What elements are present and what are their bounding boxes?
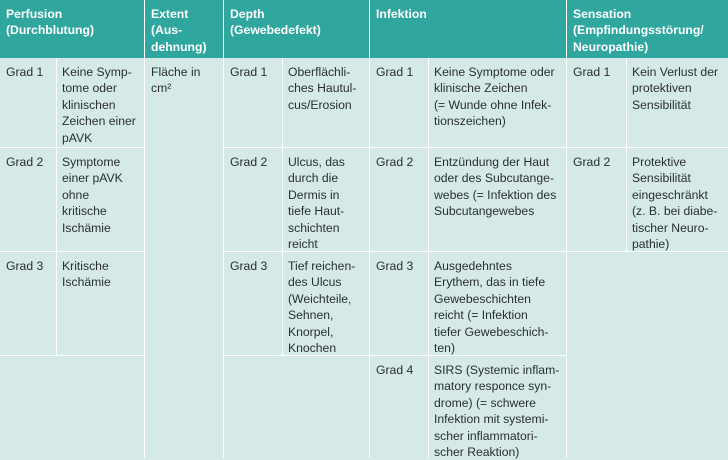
grid-line [144,58,145,458]
infektion-grade-1: Grad 1 [370,58,428,148]
grid-line [282,58,283,356]
perfusion-grade-3: Grad 3 [0,252,56,356]
header-perfusion: Perfusion (Durchblutung) [0,0,145,58]
infektion-grade-3: Grad 3 [370,252,428,356]
grid-line [56,58,57,356]
perfusion-text-3: Kritische Ischämie [56,252,145,356]
header-divider [223,0,224,58]
grid-line [224,147,369,148]
perfusion-text-2: Symptome einer pAVK ohne kritische Ischämie [56,148,145,252]
grid-line [566,58,567,458]
depth-text-3: Tief reichen- des Ulcus (Weichteile, Sehnen, Knorpel, Knochen [282,252,370,356]
grid-line [428,58,429,458]
grid-line [224,251,369,252]
header-extent: Extent (Aus- dehnung) [145,0,224,58]
grid-line [369,58,370,458]
grid-line [370,251,566,252]
extent-text: Fläche in cm² [145,58,224,458]
header-depth: Depth (Gewebedefekt) [224,0,370,58]
depth-text-1: Oberflächli- ches Hautul- cus/Erosion [282,58,370,148]
grid-line [0,147,144,148]
depth-grade-3: Grad 3 [224,252,282,356]
infektion-text-1: Keine Symptome oder klinische Zeichen (= Wunde ohne Infek- tionszeichen) [428,58,567,148]
grid-line [370,355,566,356]
grid-line [0,355,144,356]
header-divider [369,0,370,58]
grid-line [370,147,566,148]
depth-grade-2: Grad 2 [224,148,282,252]
depth-text-2: Ulcus, das durch die Dermis in tiefe Haut- schichten reicht [282,148,370,252]
infektion-text-4: SIRS (Systemic inflam- matory responce syn- drome) (= schwere Infektion mit systemi- scher inflammatori- scher Reaktion) [428,356,567,458]
grid-line [224,355,369,356]
grid-line [223,58,224,458]
grid-line [567,147,728,148]
grid-line [0,251,144,252]
grid-line [567,251,728,252]
perfusion-text-1: Keine Symp- tome oder klinischen Zeichen einer pAVK [56,58,145,148]
sensation-text-2: Protektive Sensibilität eingeschränkt (z. B. bei diabe- tischer Neuro- pathie) [626,148,728,252]
infektion-grade-2: Grad 2 [370,148,428,252]
header-divider [566,0,567,58]
infektion-text-2: Entzündung der Haut oder des Subcutange- webes (= Infektion des Subcutangewebes [428,148,567,252]
perfusion-grade-1: Grad 1 [0,58,56,148]
infektion-text-3: Ausgedehntes Erythem, das in tiefe Gewebeschichten reicht (= Infektion tiefer Gewebeschich- ten) [428,252,567,356]
sensation-grade-2: Grad 2 [567,148,626,252]
infektion-grade-4: Grad 4 [370,356,428,458]
sensation-grade-1: Grad 1 [567,58,626,148]
grid-line [626,58,627,252]
depth-grade-1: Grad 1 [224,58,282,148]
header-divider [144,0,145,58]
perfusion-grade-2: Grad 2 [0,148,56,252]
header-sensation: Sensation (Empfindungsstörung/ Neuropathie) [567,0,728,58]
sensation-text-1: Kein Verlust der protektiven Sensibilität [626,58,728,148]
header-infektion: Infektion [370,0,567,58]
